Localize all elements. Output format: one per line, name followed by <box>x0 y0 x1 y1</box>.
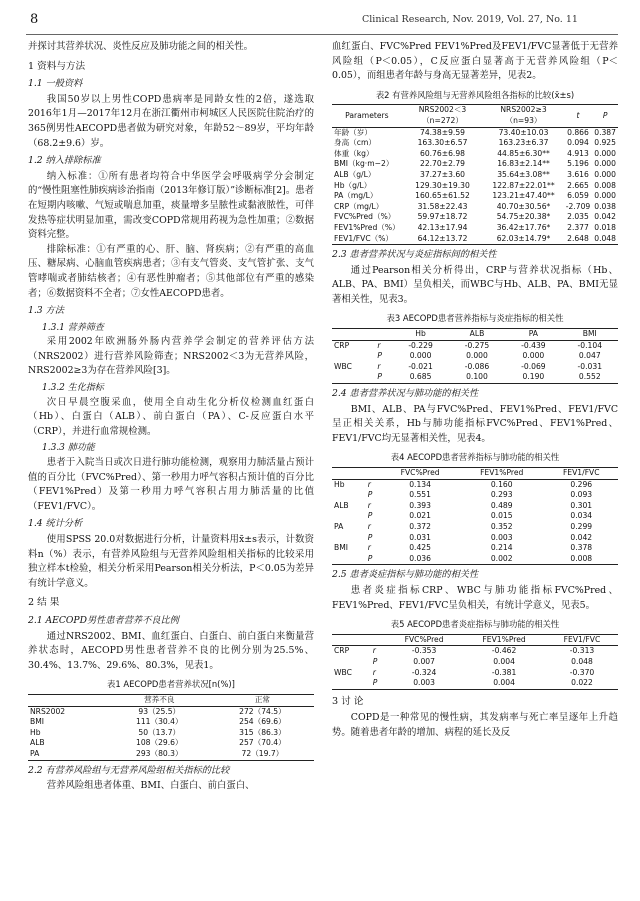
table2-cell: 0.925 <box>594 138 616 148</box>
table2-cell: 0.387 <box>594 127 616 137</box>
subheading-statistics: 1.4 统计分析 <box>28 518 83 530</box>
table3-cell: 0.190 <box>522 372 545 382</box>
table5-caption: 表5 AECOPD患者炎症指标与肺功能的相关性 <box>390 619 560 630</box>
table2-cell: 0.866 <box>567 127 589 137</box>
table4-cell: r <box>367 500 371 510</box>
table3-cell: r <box>377 361 381 371</box>
table3-cell: 0.000 <box>522 351 545 361</box>
table4-cell <box>332 554 366 565</box>
section-heading-methods: 1 资料与方法 <box>28 60 86 72</box>
table5-cell: CRP <box>334 646 350 656</box>
table4-cell: 0.425 <box>409 543 431 553</box>
table4-cell <box>332 533 366 544</box>
table2-col-3: t <box>564 105 592 127</box>
table2-cell: 60.76±6.98 <box>419 148 465 158</box>
table2-row <box>332 212 618 223</box>
page-number: 8 <box>30 12 39 27</box>
table2-cell: FVC%Pred（%） <box>334 212 396 222</box>
table2-col-2: NRS2002≥3 （n=93） <box>483 105 563 127</box>
table4-row <box>332 543 618 554</box>
table1-cell: 72（19.7） <box>241 748 284 758</box>
table4-cell: 0.134 <box>409 479 431 489</box>
table2-cell: 54.75±20.38* <box>496 212 551 222</box>
table2-cell: 59.97±18.72 <box>417 212 468 222</box>
subheading-biochem: 1.3.2 生化指标 <box>42 383 104 394</box>
left-column <box>28 40 314 794</box>
table5-col-4: FEV1/FVC <box>546 634 618 646</box>
table2-caption: 表2 有营养风险组与无营养风险组各指标的比较(x̄±s) <box>375 89 575 100</box>
table4-cell: PA <box>334 521 344 531</box>
table2-cell: 37.27±3.60 <box>419 169 465 179</box>
paragraph-inflammation: 通过Pearson相关分析得出，CRP与营养状况指标（Hb、ALB、PA、BMI）呈负相关，而WBC与Hb、ALB、PA、BMI无显著相关性，见表3。 <box>332 264 618 305</box>
table5-col-0 <box>332 634 371 646</box>
table2-cell: 122.87±22.01** <box>492 180 555 190</box>
table4-cell: 0.021 <box>409 511 431 521</box>
table4-cell: ALB <box>334 500 349 510</box>
table1-cell: 111（30.4） <box>135 717 183 727</box>
subheading-group-compare: 2.2 有营养风险组与无营养风险组相关指标的比较 <box>28 764 230 776</box>
table4-cell: 0.002 <box>490 553 513 563</box>
table5-cell: -0.324 <box>411 667 437 677</box>
running-header <box>0 10 640 32</box>
subheading-method: 1.3 方法 <box>28 305 64 317</box>
table4-col-2: FVC%Pred <box>381 468 459 480</box>
table3-cell: -0.229 <box>408 340 433 350</box>
table2-cell: ALB（g/L） <box>334 169 376 179</box>
table2-cell: 40.70±30.56* <box>496 201 551 211</box>
table3-cell: -0.275 <box>464 340 490 350</box>
table4-caption: 表4 AECOPD患者营养指标与肺功能的相关性 <box>390 452 560 463</box>
table2-col-1: NRS2002＜3 （n=272） <box>402 105 484 127</box>
table4-row <box>332 511 618 522</box>
table1-cell: 93（25.5） <box>138 706 181 716</box>
table4-cell: 0.296 <box>570 479 593 489</box>
table5-row <box>332 668 618 679</box>
table5-cell: 0.004 <box>493 656 515 666</box>
table2-cell: 74.38±9.59 <box>419 127 465 137</box>
table4-col-0 <box>332 468 366 480</box>
subheading-nutrition-screening: 1.3.1 营养筛查 <box>42 322 104 333</box>
table3 <box>332 328 618 384</box>
table2-row <box>332 159 618 170</box>
table5-cell: -0.462 <box>491 646 517 656</box>
subheading-malnutrition: 2.1 AECOPD男性患者营养不良比例 <box>28 614 179 626</box>
table5-col-2: FVC%Pred <box>386 634 462 646</box>
subheading-lung-function: 1.3.3 肺功能 <box>42 443 95 454</box>
table5-cell <box>332 678 371 689</box>
table2-cell: 0.042 <box>594 212 616 222</box>
table1-cell: ALB <box>30 738 45 748</box>
table4-cell: 0.015 <box>490 511 513 521</box>
table1-cell: 272（74.5） <box>239 706 286 716</box>
table4-cell: 0.036 <box>409 553 431 563</box>
table5-cell: 0.048 <box>571 656 593 666</box>
paragraph-malnutrition: 通过NRS2002、BMI、血红蛋白、白蛋白、前白蛋白来衡量营养状态时，AECOPD男性患者营养不良的比例分别为25.5%、30.4%、13.7%、29.6%、80.3%，见表1。 <box>28 630 314 671</box>
table5-cell: 0.004 <box>493 678 515 688</box>
table1-row <box>28 728 314 739</box>
table1-row <box>28 738 314 749</box>
section-heading-results: 2 结 果 <box>28 597 60 609</box>
table2-cell: 6.059 <box>567 191 589 201</box>
table3-cell: -0.031 <box>577 361 603 371</box>
table2-row <box>332 138 618 149</box>
table5-cell: r <box>372 646 376 656</box>
table4-col-3: FEV1%Pred <box>459 468 545 480</box>
table1-row <box>28 749 314 760</box>
table1-col-1: 营养不良 <box>108 694 211 706</box>
table4-cell: 0.293 <box>490 490 513 500</box>
table4-cell: P <box>367 490 373 500</box>
table1-cell: 254（69.6） <box>239 717 286 727</box>
table1-caption: 表1 AECOPD患者营养状况[n(%)] <box>107 679 235 690</box>
table2-cell: 64.12±13.72 <box>417 233 468 243</box>
table2-cell: 62.03±14.79* <box>496 233 551 243</box>
table1-header <box>28 694 314 706</box>
table5 <box>332 634 618 690</box>
table4-cell: BMI <box>334 543 349 553</box>
table1-row <box>28 717 314 728</box>
table2-header <box>332 105 618 127</box>
table2-row <box>332 191 618 202</box>
table2-cell: PA（mg/L） <box>334 191 378 201</box>
table1-cell: 257（70.4） <box>239 738 286 748</box>
table2-cell: 31.58±22.43 <box>417 201 468 211</box>
table4-row <box>332 554 618 565</box>
table5-col-3: FEV1%Pred <box>462 634 546 646</box>
table4-row <box>332 533 618 544</box>
table4-body <box>332 479 618 565</box>
table5-cell: -0.381 <box>491 667 517 677</box>
table1-cell: NRS2002 <box>30 706 66 716</box>
table2-cell: 123.21±47.40** <box>492 191 555 201</box>
table1-body <box>28 706 314 760</box>
table4-cell <box>332 511 366 522</box>
subheading-inflammation: 2.3 患者营养状况与炎症指标间的相关性 <box>332 249 497 261</box>
table3-cell <box>332 372 375 383</box>
table2-cell: 42.13±17.94 <box>417 222 468 232</box>
table4-cell: 0.393 <box>409 500 431 510</box>
table5-cell: 0.007 <box>413 656 435 666</box>
table1-cell: 315（86.3） <box>239 727 286 737</box>
table4-cell: 0.034 <box>570 511 593 521</box>
table4-cell: 0.301 <box>570 500 593 510</box>
paragraph-inclusion: 纳入标准：①所有患者均符合中华医学会呼吸病学分会制定的“慢性阻塞性肺疾病诊治指南（2013年修订版）”诊断标准[2]。患者在短期内咳嗽、气短或喘息加重，痰量增多呈脓性或黏液脓性，可伴发热等症状明显加重，需改变COPD常规用药视为急性加重；②数据资料完整。 <box>28 170 314 241</box>
table5-row <box>332 646 618 657</box>
table2-cell: 0.000 <box>594 191 616 201</box>
subheading-criteria: 1.2 纳入排除标准 <box>28 155 101 167</box>
table4-row <box>332 501 618 512</box>
header-rule <box>26 34 618 35</box>
subheading-lung-correlation: 2.4 患者营养状况与肺功能的相关性 <box>332 388 479 400</box>
table2-col-0: Parameters <box>332 105 402 127</box>
table4-cell: 0.008 <box>570 553 593 563</box>
table2-cell: 2.035 <box>567 212 589 222</box>
table3-col-4: PA <box>505 329 561 341</box>
table4-cell: r <box>367 521 371 531</box>
table1-cell: 108（29.6） <box>135 738 183 748</box>
table2-cell: Hb（g/L） <box>334 180 372 190</box>
table4-cell: 0.093 <box>570 490 593 500</box>
section-heading-discussion: 3 讨 论 <box>332 695 364 707</box>
table3-cell: 0.047 <box>578 351 601 361</box>
table3-cell: 0.552 <box>578 372 601 382</box>
table2-cell: 129.30±19.30 <box>415 180 470 190</box>
table2-cell: 0.008 <box>594 180 616 190</box>
paragraph-biochem: 次日早晨空腹采血，使用全自动生化分析仪检测血红蛋白（Hb）、白蛋白（ALB）、前白蛋白（PA）、C-反应蛋白水平（CRP），并进行血常规检测。 <box>28 396 314 437</box>
table3-cell: -0.086 <box>464 361 490 371</box>
table5-cell: P <box>372 678 378 688</box>
table2-cell: 0.094 <box>567 138 589 148</box>
table1 <box>28 694 314 761</box>
table1-col-0 <box>28 694 108 706</box>
table3-caption: 表3 AECOPD患者营养指标与炎症指标的相关性 <box>386 313 564 324</box>
table4-cell: Hb <box>334 479 345 489</box>
table3-cell: WBC <box>334 361 352 371</box>
table2-cell: -2.709 <box>565 201 591 211</box>
table2-cell: BMI（kg·m−2） <box>334 159 394 169</box>
table2-cell: 0.018 <box>594 222 616 232</box>
table4-cell: r <box>367 543 371 553</box>
paragraph-statistics: 使用SPSS 20.0对数据进行分析，计量资料用x̄±s表示，计数资料n（%）表示，有营养风险组与无营养风险组相关指标的比较采用独立样本t检验，相关分析采用Pearson相关分析法，P＜0.05为差异有统计学意义。 <box>28 534 314 589</box>
table3-row <box>332 372 618 383</box>
table4-cell: 0.352 <box>490 521 513 531</box>
table3-cell <box>332 351 375 362</box>
table4-cell: P <box>367 553 373 563</box>
table5-cell: -0.313 <box>569 646 595 656</box>
table3-cell: P <box>377 372 382 382</box>
table2-cell: 2.665 <box>567 180 589 190</box>
table4-cell: 0.160 <box>490 479 513 489</box>
journal-citation: Clinical Research, Nov. 2019, Vol. 27, No. 11 <box>362 14 578 25</box>
table4-cell: 0.299 <box>570 521 593 531</box>
table2-cell: 2.377 <box>567 222 589 232</box>
table3-row <box>332 362 618 373</box>
table2-cell: 44.85±6.30** <box>497 148 550 158</box>
table2-cell: 35.64±3.08** <box>497 169 550 179</box>
paragraph-lung-correlation: BMI、ALB、PA与FVC%Pred、FEV1%Pred、FEV1/FVC呈正相关关系，Hb与肺功能指标FVC%Pred、FEV1%Pred、FEV1/FVC均无显著相关性，见表4。 <box>332 403 618 444</box>
table1-col-2: 正常 <box>211 694 314 706</box>
table3-cell: 0.100 <box>466 372 488 382</box>
table2-col-4: P <box>592 105 618 127</box>
table5-col-1 <box>371 634 386 646</box>
table4-header <box>332 468 618 480</box>
table4-row <box>332 522 618 533</box>
table2-cell: 160.65±61.52 <box>415 191 470 201</box>
table2-row <box>332 202 618 213</box>
table4 <box>332 467 618 565</box>
table3-cell: P <box>377 351 382 361</box>
table5-row <box>332 657 618 668</box>
table4-col-1 <box>366 468 382 480</box>
table3-cell: r <box>377 340 381 350</box>
table1-cell: BMI <box>30 717 45 727</box>
table5-cell: r <box>372 667 376 677</box>
table2-body <box>332 127 618 245</box>
table3-cell: CRP <box>334 340 350 350</box>
table2-cell: 4.913 <box>567 148 589 158</box>
table4-cell <box>332 490 366 501</box>
table4-cell: P <box>367 532 373 542</box>
table4-row <box>332 490 618 501</box>
table2-cell: CRP（mg/L） <box>334 201 384 211</box>
table5-cell: -0.370 <box>569 667 595 677</box>
table5-cell <box>332 657 371 668</box>
paragraph-nutrition-screening: 采用2002年欧洲肠外肠内营养学会制定的营养评估方法（NRS2002）进行营养风险筛查；NRS2002＜3为无营养风险，NRS2002≥3为存在营养风险[3]。 <box>28 336 314 377</box>
table2-cell: 22.70±2.79 <box>419 159 465 169</box>
table4-cell: r <box>367 479 371 489</box>
subheading-general: 1.1 一般资料 <box>28 78 83 90</box>
table4-cell: 0.372 <box>409 521 431 531</box>
table3-cell: -0.439 <box>521 340 546 350</box>
table2-cell: FEV1/FVC（%） <box>334 233 394 243</box>
table4-cell: P <box>367 511 373 521</box>
table1-cell: 50（13.7） <box>138 727 181 737</box>
table4-cell: 0.042 <box>570 532 593 542</box>
paragraph-lung-function: 患者于入院当日或次日进行肺功能检测，观察用力肺活量占预计值的百分比（FVC%Pred）、第一秒用力呼气容积占预计值的百分比（FEV1%Pred）及第一秒用力呼气容积占用力肺活量的比值（FEV1/FVC）。 <box>28 457 314 512</box>
table4-cell: 0.214 <box>490 543 513 553</box>
table2-cell: FEV1%Pred（%） <box>334 222 400 232</box>
table1-cell: PA <box>30 748 40 758</box>
table4-row <box>332 479 618 490</box>
intro-sentence: 并探讨其营养状况、炎性反应及肺功能之间的相关性。 <box>28 41 254 52</box>
paragraph-general: 我国50岁以上男性COPD患病率是同龄女性的2倍，遂选取2016年1月—2017年12月在浙江衢州市柯城区人民医院住院治疗的365例男性AECOPD患者做为研究对象，年龄52～89岁，平均年龄（68.2±9.6）岁。 <box>28 93 314 149</box>
table2-row <box>332 149 618 160</box>
table2-cell: 73.40±10.03 <box>498 127 549 137</box>
table2-cell: 身高（cm） <box>334 138 376 148</box>
paragraph-discussion: COPD是一种常见的慢性病，其发病率与死亡率呈逐年上升趋势。随着患者年龄的增加、病程的延长及反 <box>332 712 618 738</box>
table3-row <box>332 351 618 362</box>
table3-cell: 0.000 <box>466 351 488 361</box>
table5-body <box>332 646 618 689</box>
table4-col-4: FEV1/FVC <box>545 468 619 480</box>
table2-cell: 3.616 <box>567 169 589 179</box>
table3-col-3: ALB <box>449 329 505 341</box>
table2-row <box>332 234 618 245</box>
table3-col-2: Hb <box>392 329 448 341</box>
table2-cell: 0.000 <box>594 169 616 179</box>
table5-cell: 0.003 <box>413 678 435 688</box>
table3-body <box>332 340 618 383</box>
subheading-inflammation-lung: 2.5 患者炎症指标与肺功能的相关性 <box>332 569 479 581</box>
table2-cell: 36.42±17.76* <box>496 222 551 232</box>
table3-cell: -0.069 <box>521 361 546 371</box>
table2-cell: 体重（kg） <box>334 148 374 158</box>
table5-cell: WBC <box>334 667 352 677</box>
table3-row <box>332 340 618 351</box>
table2-cell: 163.30±6.57 <box>417 138 468 148</box>
table1-row <box>28 706 314 717</box>
table3-cell: 0.685 <box>409 372 432 382</box>
table2-cell: 年龄（岁） <box>334 127 372 137</box>
table5-row <box>332 678 618 689</box>
table2-cell: 0.048 <box>594 233 616 243</box>
table2-row <box>332 223 618 234</box>
table4-cell: 0.378 <box>570 543 593 553</box>
table2-cell: 0.038 <box>594 201 616 211</box>
table4-cell: 0.551 <box>409 490 431 500</box>
paragraph-exclusion: 排除标准：①有严重的心、肝、脑、肾疾病；②有严重的高血压、糖尿病、心脑血管疾病患者；③有支气管炎、支气管扩张、支气管哮喘或者肺结核者；④有恶性肿瘤者；⑤其他部位有严重的感染者；⑥数据资料不全者；⑦女性AECOPD患者。 <box>28 243 314 299</box>
table3-cell: 0.000 <box>409 351 432 361</box>
table2-row <box>332 181 618 192</box>
table2-cell: 163.23±6.37 <box>498 138 549 148</box>
table5-cell: P <box>372 656 378 666</box>
table2-cell: 5.196 <box>567 159 589 169</box>
table3-header <box>332 329 618 341</box>
table3-col-5: BMI <box>562 329 618 341</box>
paragraph-inflammation-lung: 患者炎症指标CRP、WBC与肺功能指标FVC%Pred、FEV1%Pred、FEV1/FVC呈负相关，有统计学意义，见表5。 <box>332 584 618 611</box>
table2-cell: 16.83±2.14** <box>497 159 550 169</box>
table2-cell: 2.648 <box>567 233 589 243</box>
table4-cell: 0.031 <box>409 532 431 542</box>
table1-cell: Hb <box>30 727 41 737</box>
table3-cell: -0.104 <box>577 340 603 350</box>
table4-cell: 0.489 <box>490 500 513 510</box>
table2-row <box>332 170 618 181</box>
right-column <box>332 40 618 740</box>
table4-cell: 0.003 <box>490 532 513 542</box>
table3-col-1 <box>375 329 392 341</box>
table5-cell: 0.022 <box>571 678 593 688</box>
table5-cell: -0.353 <box>411 646 437 656</box>
table1-cell: 293（80.3） <box>135 748 183 758</box>
paragraph-group-compare: 营养风险组患者体重、BMI、白蛋白、前白蛋白、 <box>46 780 255 792</box>
table2 <box>332 104 618 245</box>
paragraph-continued: 血红蛋白、FVC%Pred FEV1%Pred及FEV1/FVC显著低于无营养风险组（P＜0.05），C反应蛋白显著高于无营养风险组（P＜0.05），而组患者年龄与身高无显著差异，见表2。 <box>332 41 618 82</box>
table5-header <box>332 634 618 646</box>
table3-col-0 <box>332 329 375 341</box>
table2-cell: 0.000 <box>594 159 616 169</box>
table2-row <box>332 127 618 138</box>
table3-cell: -0.021 <box>408 361 433 371</box>
table2-cell: 0.000 <box>594 148 616 158</box>
